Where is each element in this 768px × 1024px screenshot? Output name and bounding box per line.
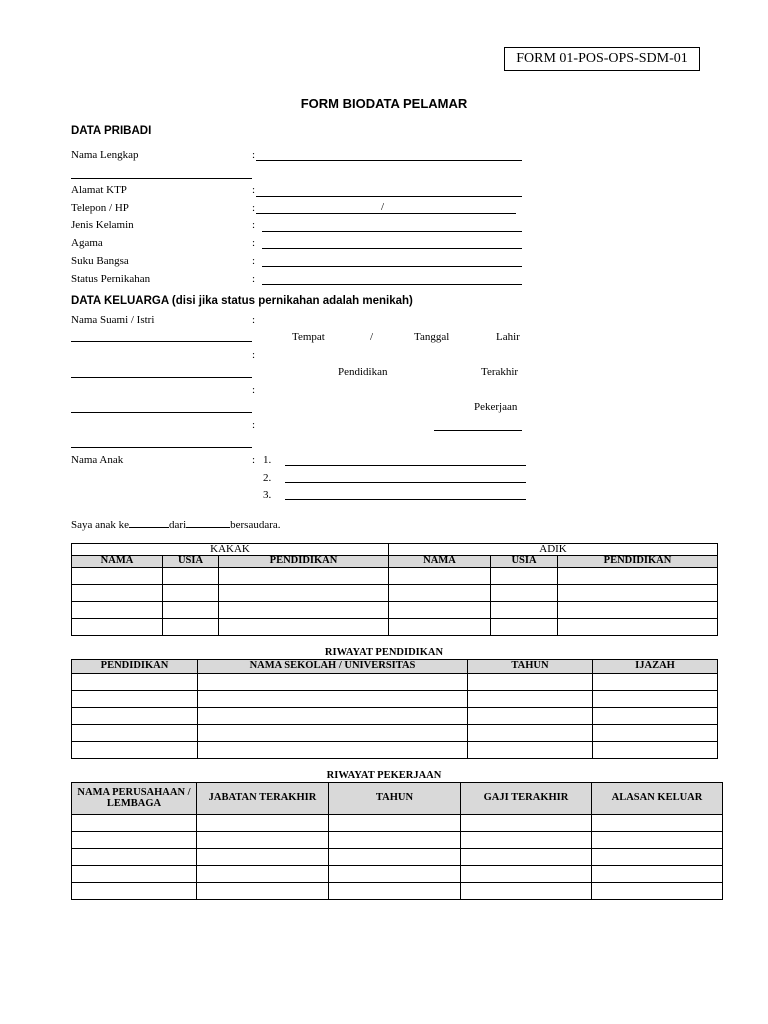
table-cell[interactable] (219, 585, 389, 602)
label-alamat-ktp: Alamat KTP (71, 184, 127, 196)
label-bersaudara: bersaudara. (230, 519, 281, 531)
label-status-pernikahan: Status Pernikahan (71, 273, 151, 285)
field-dari[interactable] (186, 518, 230, 528)
table-cell[interactable] (558, 619, 718, 636)
table-cell[interactable] (461, 866, 592, 883)
field-status-pernikahan[interactable] (262, 284, 522, 285)
table-row (72, 619, 718, 636)
table-cell[interactable] (72, 832, 197, 849)
label-agama: Agama (71, 237, 103, 249)
field-nama-lengkap[interactable] (256, 160, 522, 161)
section-heading-data-keluarga: DATA KELUARGA (disi jika status pernikahan adalah menikah) (71, 295, 413, 307)
header-adik: ADIK (389, 544, 718, 556)
label-suku-bangsa: Suku Bangsa (71, 255, 129, 267)
table-cell[interactable] (197, 849, 329, 866)
label-saya-anak: Saya anak ke (71, 519, 130, 531)
table-cell[interactable] (592, 849, 723, 866)
label-jenis-kelamin: Jenis Kelamin (71, 219, 134, 231)
table-cell[interactable] (592, 866, 723, 883)
table-cell[interactable] (72, 691, 198, 708)
colon: : (252, 419, 256, 431)
table-cell[interactable] (72, 585, 163, 602)
col-header: PENDIDIKAN (558, 556, 718, 568)
table-cell[interactable] (491, 585, 558, 602)
table-cell[interactable] (468, 725, 593, 742)
table-cell[interactable] (72, 849, 197, 866)
table-cell[interactable] (329, 815, 461, 832)
table-row (72, 708, 718, 725)
table-cell[interactable] (198, 691, 468, 708)
table-cell[interactable] (592, 815, 723, 832)
table-cell[interactable] (461, 832, 592, 849)
table-cell[interactable] (198, 725, 468, 742)
col-header: NAMA SEKOLAH / UNIVERSITAS (198, 660, 468, 674)
table-cell[interactable] (491, 619, 558, 636)
form-code-box: FORM 01-POS-OPS-SDM-01 (504, 47, 700, 71)
table-cell[interactable] (72, 883, 197, 900)
table-cell[interactable] (219, 619, 389, 636)
colon: : (252, 255, 256, 267)
table-cell[interactable] (329, 849, 461, 866)
section-heading-data-pribadi: DATA PRIBADI (71, 125, 152, 137)
table-cell[interactable] (197, 815, 329, 832)
table-cell[interactable] (491, 568, 558, 585)
colon: : (252, 202, 256, 214)
table-row (72, 725, 718, 742)
table-cell[interactable] (461, 815, 592, 832)
table-row (72, 849, 723, 866)
colon: : (252, 349, 256, 361)
col-header: IJAZAH (593, 660, 718, 674)
label-lahir: Lahir (496, 331, 520, 343)
col-header: PENDIDIKAN (72, 660, 198, 674)
table-cell[interactable] (72, 742, 198, 759)
label-pekerjaan: Pekerjaan (474, 401, 518, 413)
table-cell[interactable] (593, 708, 718, 725)
label-tempat: Tempat (292, 331, 325, 343)
col-header: JABATAN TERAKHIR (197, 783, 329, 815)
field-pekerjaan[interactable] (71, 447, 252, 448)
telepon-separator: / (381, 201, 385, 213)
table-row (72, 602, 718, 619)
colon: : (252, 149, 256, 161)
table-cell[interactable] (197, 866, 329, 883)
col-header: NAMA (389, 556, 491, 568)
col-header: TAHUN (468, 660, 593, 674)
table-cell[interactable] (389, 585, 491, 602)
colon: : (252, 219, 256, 231)
table-cell[interactable] (329, 866, 461, 883)
table-cell[interactable] (72, 674, 198, 691)
table-row (72, 742, 718, 759)
colon: : (252, 314, 256, 326)
table-cell[interactable] (163, 568, 219, 585)
col-header: PENDIDIKAN (219, 556, 389, 568)
table-row (72, 568, 718, 585)
header-kakak: KAKAK (72, 544, 389, 556)
title-riwayat-pekerjaan: RIWAYAT PEKERJAAN (326, 770, 442, 781)
col-header: GAJI TERAKHIR (461, 783, 592, 815)
field-jenis-kelamin[interactable] (262, 231, 522, 232)
table-cell[interactable] (461, 849, 592, 866)
anak-number-2: 2. (263, 472, 272, 484)
label-telepon: Telepon / HP (71, 202, 129, 214)
table-cell[interactable] (592, 832, 723, 849)
colon: : (252, 384, 256, 396)
table-cell[interactable] (72, 866, 197, 883)
table-cell[interactable] (593, 691, 718, 708)
table-row (72, 815, 723, 832)
field-anak-ke[interactable] (129, 518, 169, 528)
table-cell[interactable] (593, 674, 718, 691)
label-pendidikan: Pendidikan (338, 366, 388, 378)
label-terakhir: Terakhir (481, 366, 519, 378)
table-cell[interactable] (219, 568, 389, 585)
table-cell[interactable] (468, 708, 593, 725)
col-header: USIA (491, 556, 558, 568)
saya-anak-line (71, 518, 281, 531)
table-cell[interactable] (197, 832, 329, 849)
col-header: USIA (163, 556, 219, 568)
label-nama-lengkap: Nama Lengkap (71, 149, 139, 161)
label-slash: / (370, 331, 374, 343)
table-cell[interactable] (163, 585, 219, 602)
table-cell[interactable] (461, 883, 592, 900)
label-dari: dari (169, 519, 187, 531)
table-cell[interactable] (72, 815, 197, 832)
field-suami-istri[interactable] (71, 341, 252, 342)
table-cell[interactable] (72, 619, 163, 636)
table-cell[interactable] (198, 708, 468, 725)
field-telepon[interactable] (256, 213, 516, 214)
anak-number-1: 1. (263, 454, 272, 466)
table-row (72, 832, 723, 849)
table-cell[interactable] (468, 674, 593, 691)
table-cell[interactable] (389, 602, 491, 619)
table-cell[interactable] (593, 725, 718, 742)
field-anak-1[interactable] (285, 465, 526, 466)
title-riwayat-pendidikan: RIWAYAT PENDIDIKAN (324, 647, 444, 658)
table-cell[interactable] (198, 674, 468, 691)
table-cell[interactable] (163, 602, 219, 619)
pekerjaan-table (71, 782, 723, 900)
table-cell[interactable] (198, 742, 468, 759)
table-cell[interactable] (491, 602, 558, 619)
col-header: TAHUN (329, 783, 461, 815)
table-cell[interactable] (72, 602, 163, 619)
table-cell[interactable] (592, 883, 723, 900)
col-header: NAMA (72, 556, 163, 568)
field-alamat-ktp[interactable] (256, 196, 522, 197)
table-cell[interactable] (197, 883, 329, 900)
table-cell[interactable] (389, 619, 491, 636)
colon: : (252, 454, 256, 466)
field-pekerjaan-short[interactable] (434, 430, 522, 431)
table-cell[interactable] (72, 568, 163, 585)
field-tempat-tanggal-lahir[interactable] (71, 377, 252, 378)
label-nama-anak: Nama Anak (71, 454, 124, 466)
table-row (72, 585, 718, 602)
table-cell[interactable] (468, 691, 593, 708)
table-row (72, 674, 718, 691)
colon: : (252, 184, 256, 196)
table-cell[interactable] (468, 742, 593, 759)
table-cell[interactable] (558, 585, 718, 602)
table-cell[interactable] (219, 602, 389, 619)
table-row (72, 883, 723, 900)
pendidikan-table (71, 659, 718, 759)
table-cell[interactable] (389, 568, 491, 585)
table-cell[interactable] (329, 883, 461, 900)
table-cell[interactable] (329, 832, 461, 849)
table-cell[interactable] (163, 619, 219, 636)
field-anak-2[interactable] (285, 482, 526, 483)
table-cell[interactable] (593, 742, 718, 759)
col-header: NAMA PERUSAHAAN / LEMBAGA (72, 783, 197, 815)
colon: : (252, 237, 256, 249)
table-cell[interactable] (558, 568, 718, 585)
table-cell[interactable] (72, 708, 198, 725)
page-title: FORM BIODATA PELAMAR (300, 96, 468, 111)
table-cell[interactable] (558, 602, 718, 619)
label-suami-istri: Nama Suami / Istri (71, 314, 155, 326)
anak-number-3: 3. (263, 489, 272, 501)
field-agama[interactable] (262, 248, 522, 249)
field-pendidikan-terakhir[interactable] (71, 412, 252, 413)
colon: : (252, 273, 256, 285)
saudara-table (71, 543, 718, 636)
field-nama-lengkap-cont[interactable] (71, 178, 252, 179)
col-header: ALASAN KELUAR (592, 783, 723, 815)
table-cell[interactable] (72, 725, 198, 742)
table-row (72, 866, 723, 883)
table-row (72, 691, 718, 708)
field-suku-bangsa[interactable] (262, 266, 522, 267)
field-anak-3[interactable] (285, 499, 526, 500)
label-tanggal: Tanggal (414, 331, 450, 343)
